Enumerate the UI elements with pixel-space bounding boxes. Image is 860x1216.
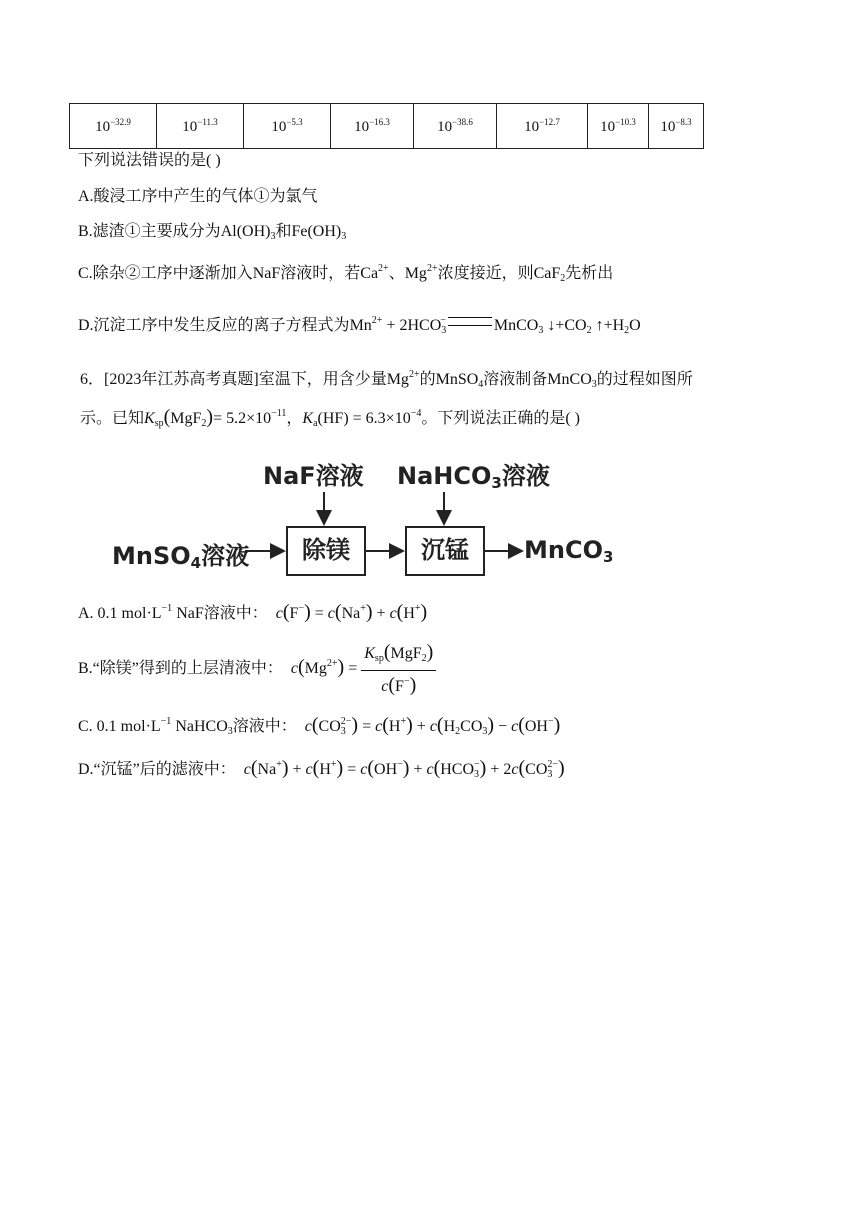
table-cell: $10^{-5.3}$: [244, 104, 331, 149]
mnso4-label: MnSO4溶液: [112, 542, 250, 572]
table-cell: $10^{-38.6}$: [414, 104, 497, 149]
down-arrow-icon: ↓: [547, 317, 556, 334]
naf-label: NaF溶液: [263, 462, 364, 490]
ksp-table: [69, 103, 704, 149]
diagram-arrows: [108, 452, 608, 582]
mg-removal-box: 除镁: [286, 526, 366, 576]
mnco3-label: MnCO3: [524, 536, 614, 566]
q6-line-1: 6．[2023年江苏高考真题]室温下，用含少量$Mg^{2+}$的MnSO$_4$溶液制备MnCO$_3$的过程如图所: [80, 369, 693, 390]
nahco3-label: NaHCO3溶液: [397, 462, 550, 492]
q5-option-d: D.沉淀工序中发生反应的离子方程式为$Mn^{2+} + 2HCO_3^-$ MnCO$_3$ $↓+CO_2$ $↑+H_2O$: [78, 315, 641, 336]
table-cell: $10^{-12.7}$: [497, 104, 588, 149]
fraction: $\frac{K_{sp}(MgF_2)}{c(F^-)}$: [361, 641, 436, 698]
flow-diagram: [108, 452, 614, 582]
q6-option-b: B.“除镁”得到的上层清液中： $c(Mg^{2+})$ = $\frac{K_{sp}(MgF_2)}{c(F^-)}$: [78, 641, 436, 698]
q5-stem: 下列说法错误的是( ): [78, 152, 221, 169]
q6-option-a: A. 0.1 $mol\cdot L^{-1}$ NaF溶液中： c(F−) = c(Na+) + c(H+): [78, 601, 428, 623]
up-arrow-icon: ↑: [595, 317, 604, 334]
table-cell: $10^{-32.9}$: [70, 104, 157, 149]
q6-option-c: C. 0.1 $mol\cdot L^{-1}$ NaHCO$_3$溶液中： $c(CO_3^{2-}) = c(H^+) + c(H_2CO_3) - c(OH^-)$: [78, 714, 561, 737]
table-cell: $10^{-16.3}$: [331, 104, 414, 149]
equilibrium-equals-sign: [448, 317, 492, 326]
table-row: [70, 104, 704, 149]
table-cell: $10^{-10.3}$: [588, 104, 649, 149]
table-cell: $10^{-8.3}$: [649, 104, 704, 149]
q6-option-d: D.“沉锰”后的滤液中： $c(Na^+) + c(H^+) = c(OH^-) + c(HCO_3^-) + 2c(CO_3^{2-})$: [78, 757, 565, 780]
q6-line-2: 示。已知$K_{sp}(MgF_2)= 5.2\times 10^{-11}$，$K_a(HF) = 6.3\times 10^{-4}$。下列说法正确的是( ): [80, 406, 580, 429]
q5-option-b: B.滤渣①主要成分为$Al(OH)_3$和$Fe(OH)_3$: [78, 223, 347, 242]
q5-option-a: A.酸浸工序中产生的气体①为氯气: [78, 188, 318, 205]
mn-precipitation-box: 沉锰: [405, 526, 485, 576]
table-cell: $10^{-11.3}$: [157, 104, 244, 149]
q5-option-c: C.除杂②工序中逐渐加入NaF溶液时，若$Ca^{2+}$、$Mg^{2+}$浓度接近，则CaF$_2$先析出: [78, 263, 614, 284]
